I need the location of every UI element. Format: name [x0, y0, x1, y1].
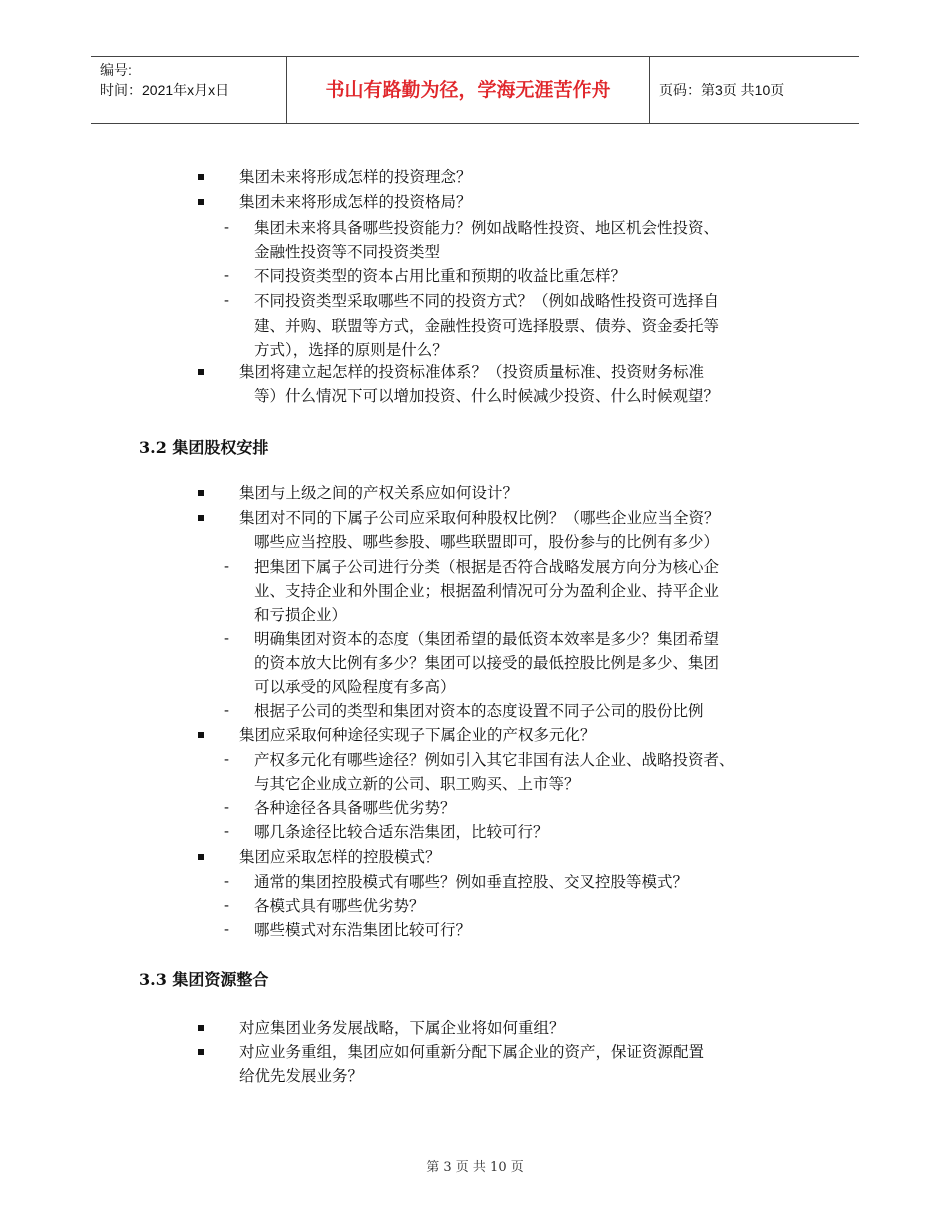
dash-icon: -	[224, 219, 229, 236]
section-heading: 3.3 集团资源整合	[139, 970, 269, 989]
dash-icon: -	[224, 897, 229, 914]
dash-icon: -	[224, 630, 229, 647]
section-heading: 3.2 集团股权安排	[139, 438, 269, 457]
dash-icon: -	[224, 873, 229, 890]
page-footer: 第 3 页 共 10 页	[426, 1160, 524, 1175]
header-divider	[649, 57, 650, 123]
bullet-icon	[198, 174, 204, 180]
dash-icon: -	[224, 751, 229, 768]
header-motto: 书山有路勤为径，学海无涯苦作舟	[325, 79, 611, 101]
sub-item-cont: 与其它企业成立新的公司、职工购买、上市等？	[254, 775, 580, 793]
sub-item: 各种途径各具备哪些优劣势？	[254, 799, 456, 817]
list-item-cont: 哪些应当控股、哪些参股、哪些联盟即可，股份参与的比例有多少）	[254, 533, 720, 551]
bullet-icon	[198, 1025, 204, 1031]
sub-item: 把集团下属子公司进行分类（根据是否符合战略发展方向分为核心企	[254, 558, 720, 576]
sub-item-cont: 金融性投资等不同投资类型	[254, 243, 441, 261]
list-item-cont: 给优先发展业务？	[239, 1067, 364, 1085]
sub-item: 不同投资类型的资本占用比重和预期的收益比重怎样？	[254, 267, 627, 285]
sub-item: 不同投资类型采取哪些不同的投资方式？（例如战略性投资可选择自	[254, 292, 720, 310]
list-item: 对应业务重组，集团应如何重新分配下属企业的资产，保证资源配置	[239, 1043, 705, 1061]
sub-item-cont: 方式），选择的原则是什么？	[254, 341, 448, 359]
bullet-icon	[198, 1049, 204, 1055]
list-item: 集团应采取怎样的控股模式？	[239, 848, 441, 866]
list-item-cont: 等）什么情况下可以增加投资、什么时候减少投资、什么时候观望？	[254, 387, 720, 405]
list-item: 集团与上级之间的产权关系应如何设计？	[239, 484, 519, 502]
dash-icon: -	[224, 823, 229, 840]
header-page-label: 页码：第3页 共10页	[659, 82, 785, 98]
list-item: 对应集团业务发展战略，下属企业将如何重组？	[239, 1019, 565, 1037]
list-item: 集团未来将形成怎样的投资格局？	[239, 193, 472, 211]
sub-item-cont: 业、支持企业和外围企业；根据盈利情况可分为盈利企业、持平企业	[254, 582, 720, 600]
bullet-icon	[198, 490, 204, 496]
bullet-icon	[198, 199, 204, 205]
dash-icon: -	[224, 267, 229, 284]
bullet-icon	[198, 732, 204, 738]
sub-item-cont: 的资本放大比例有多少？集团可以接受的最低控股比例是多少、集团	[254, 654, 720, 672]
dash-icon: -	[224, 921, 229, 938]
bullet-icon	[198, 854, 204, 860]
sub-item-cont: 建、并购、联盟等方式，金融性投资可选择股票、债券、资金委托等	[254, 317, 720, 335]
list-item: 集团未来将形成怎样的投资理念？	[239, 168, 472, 186]
sub-item: 哪几条途径比较合适东浩集团，比较可行？	[254, 823, 549, 841]
dash-icon: -	[224, 292, 229, 309]
page-header	[91, 56, 859, 124]
sub-item: 集团未来将具备哪些投资能力？例如战略性投资、地区机会性投资、	[254, 219, 720, 237]
time-label: 时间：2021年x月x日	[100, 82, 230, 98]
list-item: 集团应采取何种途径实现子下属企业的产权多元化？	[239, 726, 596, 744]
sub-item-cont: 和亏损企业）	[254, 606, 348, 624]
header-meta	[100, 60, 229, 100]
sub-item: 产权多元化有哪些途径？例如引入其它非国有法人企业、战略投资者、	[254, 751, 735, 769]
list-item: 集团对不同的下属子公司应采取何种股权比例？（哪些企业应当全资？	[239, 509, 720, 527]
bullet-icon	[198, 369, 204, 375]
dash-icon: -	[224, 702, 229, 719]
dash-icon: -	[224, 799, 229, 816]
dash-icon: -	[224, 558, 229, 575]
sub-item: 明确集团对资本的态度（集团希望的最低资本效率是多少？集团希望	[254, 630, 720, 648]
number-label: 编号:	[100, 62, 132, 78]
sub-item: 通常的集团控股模式有哪些？例如垂直控股、交叉控股等模式？	[254, 873, 689, 891]
bullet-icon	[198, 515, 204, 521]
sub-item: 各模式具有哪些优劣势？	[254, 897, 425, 915]
list-item: 集团将建立起怎样的投资标准体系？（投资质量标准、投资财务标准	[239, 363, 705, 381]
sub-item-cont: 可以承受的风险程度有多高）	[254, 678, 456, 696]
sub-item: 根据子公司的类型和集团对资本的态度设置不同子公司的股份比例	[254, 702, 704, 720]
sub-item: 哪些模式对东浩集团比较可行？	[254, 921, 472, 939]
